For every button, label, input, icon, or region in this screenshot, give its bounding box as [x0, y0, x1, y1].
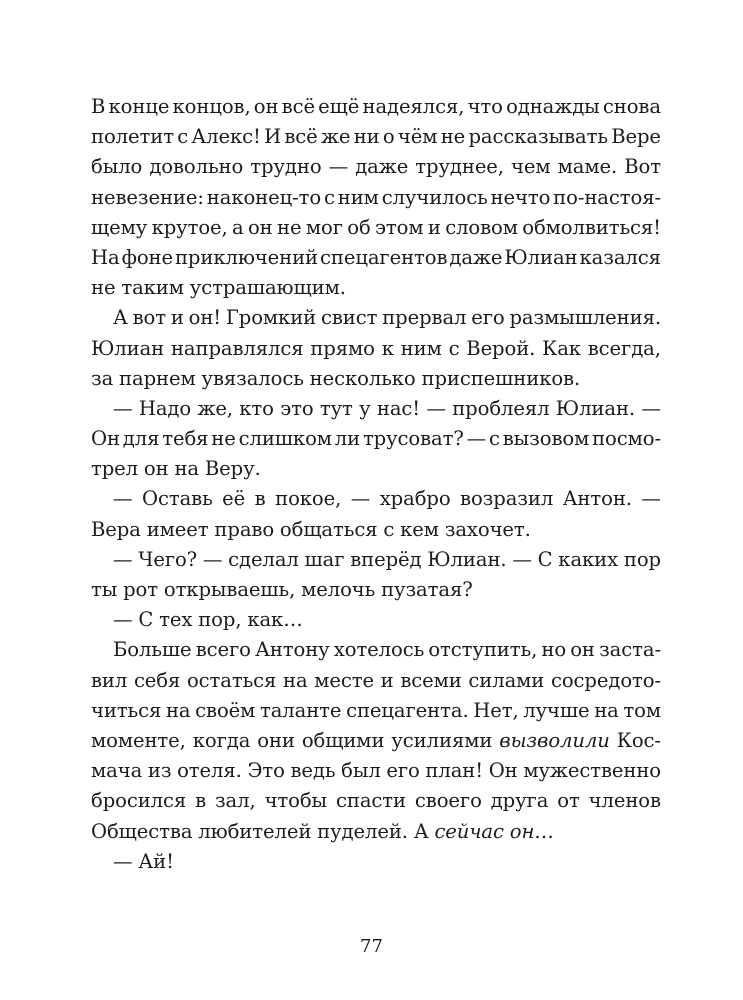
word: том — [623, 698, 661, 722]
word: даже — [449, 245, 503, 269]
word: Громкий — [225, 306, 317, 330]
text-line — [91, 756, 661, 786]
word: этом — [375, 215, 424, 239]
word: друга — [490, 789, 549, 813]
word: всеми — [400, 668, 462, 692]
word: прервал — [382, 306, 467, 330]
word: таланте — [259, 698, 342, 722]
text-line — [91, 696, 661, 726]
word: членов — [588, 789, 661, 813]
word: не — [440, 125, 466, 149]
word: с — [448, 336, 460, 360]
word: всего — [195, 638, 251, 662]
word: нас! — [376, 396, 421, 420]
word: храбро — [379, 487, 451, 511]
text-line — [91, 666, 661, 696]
word: маме. — [557, 155, 618, 179]
word: с — [489, 427, 500, 451]
word: снова — [602, 95, 661, 118]
body-text — [91, 92, 661, 877]
word: не — [277, 215, 302, 239]
word: размышления. — [509, 306, 661, 330]
word: даже — [355, 155, 409, 179]
word: — — [113, 608, 133, 632]
word: ли — [334, 427, 361, 451]
word: не — [211, 427, 236, 451]
text-line — [91, 334, 661, 364]
word: к — [381, 336, 394, 360]
word: его — [471, 306, 505, 330]
word: чтобы — [264, 789, 328, 813]
word: С — [537, 547, 553, 571]
text-line — [91, 575, 661, 605]
word: казался — [579, 245, 661, 269]
word: на — [165, 698, 191, 722]
word: конце — [108, 95, 170, 118]
word: всё — [284, 125, 318, 149]
word: о — [382, 125, 395, 149]
word: чем — [511, 155, 551, 179]
word: нечто — [490, 185, 551, 209]
word: увязалось — [201, 366, 304, 390]
word: пор — [623, 547, 661, 571]
word: своего — [414, 789, 482, 813]
word: несколько — [309, 366, 416, 390]
word: и — [427, 215, 441, 239]
word: шаг — [304, 547, 345, 571]
word: каких — [558, 547, 619, 571]
word: приспешников. — [421, 366, 581, 390]
word: у — [359, 396, 371, 420]
word: с — [323, 185, 335, 209]
text-line — [91, 454, 661, 484]
word: Антон. — [562, 487, 632, 511]
word: Антону — [255, 638, 330, 662]
word: Ай! — [138, 849, 174, 873]
word: Как — [542, 336, 581, 360]
word: всегда, — [587, 336, 661, 360]
word: это — [280, 396, 314, 420]
text-line — [91, 847, 661, 877]
word: И — [264, 125, 282, 149]
text-line — [91, 213, 661, 243]
word: на — [282, 668, 308, 692]
word: он — [143, 457, 169, 481]
word: ведь — [290, 759, 336, 783]
word: месте — [314, 668, 374, 692]
page-number: 77 — [360, 936, 383, 957]
word: приключений — [174, 245, 319, 269]
word: сделал — [228, 547, 299, 571]
word: трусоват? — [362, 427, 464, 451]
word: общими — [301, 728, 385, 752]
word: ним — [337, 185, 379, 209]
word: рассказывать — [468, 125, 608, 149]
word: А — [113, 306, 128, 330]
word: лучше — [523, 698, 590, 722]
word: когда — [192, 728, 251, 752]
text-line — [91, 635, 661, 665]
word: Больше — [113, 638, 192, 662]
word: фоне — [121, 245, 173, 269]
word: по-настоя- — [553, 185, 661, 209]
word: Это — [247, 759, 285, 783]
word: ним — [400, 336, 442, 360]
word: — — [350, 487, 371, 511]
word: — — [328, 155, 349, 179]
word: тебя — [162, 427, 209, 451]
word: довольно — [149, 155, 244, 179]
word: Юлиан — [504, 245, 578, 269]
word: на — [174, 457, 199, 481]
word: словом — [445, 215, 518, 239]
word: он! — [188, 306, 222, 330]
word: Верой. — [466, 336, 536, 360]
word: — — [202, 547, 223, 571]
word: слишком — [238, 427, 332, 451]
word: — — [113, 396, 133, 420]
word: имеет — [146, 517, 209, 541]
word: На — [91, 245, 120, 269]
word: спецагентов — [320, 245, 448, 269]
word: спецагента. — [346, 698, 469, 722]
word: зал, — [214, 789, 256, 813]
word: а — [232, 215, 244, 239]
word: покое, — [275, 487, 342, 511]
word: сосредото- — [550, 668, 661, 692]
word: Веру. — [204, 457, 261, 481]
word: — — [512, 547, 532, 571]
text-line — [91, 364, 661, 394]
word: невезение: — [91, 185, 204, 209]
word: любителей — [198, 819, 312, 843]
word: — — [641, 396, 661, 420]
word: пор, — [198, 608, 242, 632]
word: — — [466, 427, 487, 451]
word: Он — [91, 427, 120, 451]
text-line — [91, 817, 661, 847]
word: тут — [319, 396, 353, 420]
text-line — [91, 92, 661, 122]
word: вызовом — [502, 427, 590, 451]
word: — — [426, 396, 446, 420]
word: Надо — [138, 396, 192, 420]
word: его — [386, 759, 420, 783]
text-line — [91, 786, 661, 816]
word: он — [253, 95, 279, 118]
text-line — [91, 273, 661, 303]
word: и — [170, 306, 184, 330]
word: усилиями — [391, 728, 493, 752]
word: Он — [488, 759, 518, 783]
word: концов, — [172, 95, 251, 118]
word: он — [570, 638, 595, 662]
word: отеля. — [177, 759, 242, 783]
text-line — [91, 605, 661, 635]
text-line — [91, 122, 661, 152]
word: рот — [123, 578, 158, 601]
word: Юлиан — [91, 336, 165, 360]
text-line — [91, 515, 661, 545]
word: пуделей. — [317, 819, 408, 843]
word: возразил — [460, 487, 554, 511]
text-line — [91, 183, 661, 213]
text-line — [91, 394, 661, 424]
word: от — [557, 789, 580, 813]
word: случилось — [381, 185, 488, 209]
word: Вере — [611, 125, 661, 149]
word: бросился — [91, 789, 187, 813]
word: и — [380, 668, 394, 692]
word: таким — [121, 276, 184, 300]
word: мелочь — [301, 578, 376, 601]
word: об — [347, 215, 371, 239]
word: — — [641, 487, 661, 511]
word: для — [122, 427, 160, 451]
word: Вера — [91, 517, 141, 541]
word: направлялся — [170, 336, 304, 360]
word: же — [320, 125, 351, 149]
word: труднее, — [415, 155, 504, 179]
word: А — [413, 819, 429, 843]
word: проблеял — [452, 396, 550, 420]
word: всё — [281, 95, 315, 118]
word: он… — [509, 819, 554, 843]
word: отступить, — [428, 638, 538, 662]
word: спасти — [335, 789, 406, 813]
word: с — [383, 517, 395, 541]
word: крутое, — [151, 215, 228, 239]
word: силами — [468, 668, 545, 692]
word: — — [113, 547, 133, 571]
word: мог — [305, 215, 343, 239]
word: своём — [195, 698, 256, 722]
word: Юлиан. — [555, 396, 636, 420]
word: надеялся, — [362, 95, 465, 118]
word: он — [247, 215, 273, 239]
text-line — [91, 303, 661, 333]
word: мужественно — [523, 759, 661, 783]
word: её — [222, 487, 246, 511]
word: захочет. — [444, 517, 531, 541]
word: в — [195, 789, 207, 813]
word: застa- — [599, 638, 661, 662]
word: же, — [197, 396, 233, 420]
word: посмо- — [592, 427, 661, 451]
word: наконец-то — [206, 185, 322, 209]
word: пузатая? — [381, 578, 473, 601]
word: кем — [400, 517, 439, 541]
word: Чего? — [138, 547, 198, 571]
word: из — [147, 759, 172, 783]
word: вызволили — [499, 728, 610, 752]
word: В — [91, 95, 106, 118]
word: чём — [397, 125, 438, 149]
word: тех — [159, 608, 193, 632]
word: прямо — [310, 336, 375, 360]
word: ни — [353, 125, 380, 149]
word: Оставь — [142, 487, 213, 511]
word: что — [467, 95, 503, 118]
word: себя — [133, 668, 181, 692]
word: на — [594, 698, 619, 722]
word: свист — [320, 306, 378, 330]
word: право — [214, 517, 275, 541]
word: Юлиан. — [427, 547, 507, 571]
text-line — [91, 243, 661, 273]
word: за — [91, 366, 114, 390]
word: не — [91, 276, 116, 300]
word: трудно — [250, 155, 322, 179]
word: — — [113, 849, 133, 873]
word: парнем — [119, 366, 196, 390]
word: в — [254, 487, 266, 511]
word: С — [138, 608, 154, 632]
word: полетит — [91, 125, 174, 149]
word: Нет, — [473, 698, 519, 722]
word: щему — [91, 215, 148, 239]
word: — — [113, 487, 133, 511]
word: вперёд — [350, 547, 422, 571]
word: вил — [91, 668, 128, 692]
text-line — [91, 545, 661, 575]
word: обмолвиться! — [522, 215, 661, 239]
word: ещё — [318, 95, 360, 118]
word: было — [91, 155, 143, 179]
text-line — [91, 152, 661, 182]
text-line — [91, 424, 661, 454]
word: остаться — [186, 668, 277, 692]
word: Общества — [91, 819, 193, 843]
word: однажды — [506, 95, 600, 118]
word: моменте, — [91, 728, 186, 752]
word: с — [177, 125, 189, 149]
word: план! — [425, 759, 484, 783]
word: они — [257, 728, 295, 752]
word: как… — [247, 608, 303, 632]
word: Алекс! — [191, 125, 261, 149]
word: устрашающим. — [189, 276, 346, 300]
text-line — [91, 726, 661, 756]
word: общаться — [279, 517, 378, 541]
word: но — [541, 638, 567, 662]
word: хотелось — [333, 638, 425, 662]
word: мача — [91, 759, 143, 783]
word: Кос- — [616, 728, 661, 752]
word: трел — [91, 457, 139, 481]
word: вот — [132, 306, 166, 330]
word: ты — [91, 578, 118, 601]
word: был — [341, 759, 381, 783]
word: читься — [91, 698, 162, 722]
word: открываешь, — [163, 578, 296, 601]
word: кто — [239, 396, 274, 420]
word: сейчас — [434, 819, 504, 843]
text-line — [91, 484, 661, 514]
word: Вот — [624, 155, 661, 179]
